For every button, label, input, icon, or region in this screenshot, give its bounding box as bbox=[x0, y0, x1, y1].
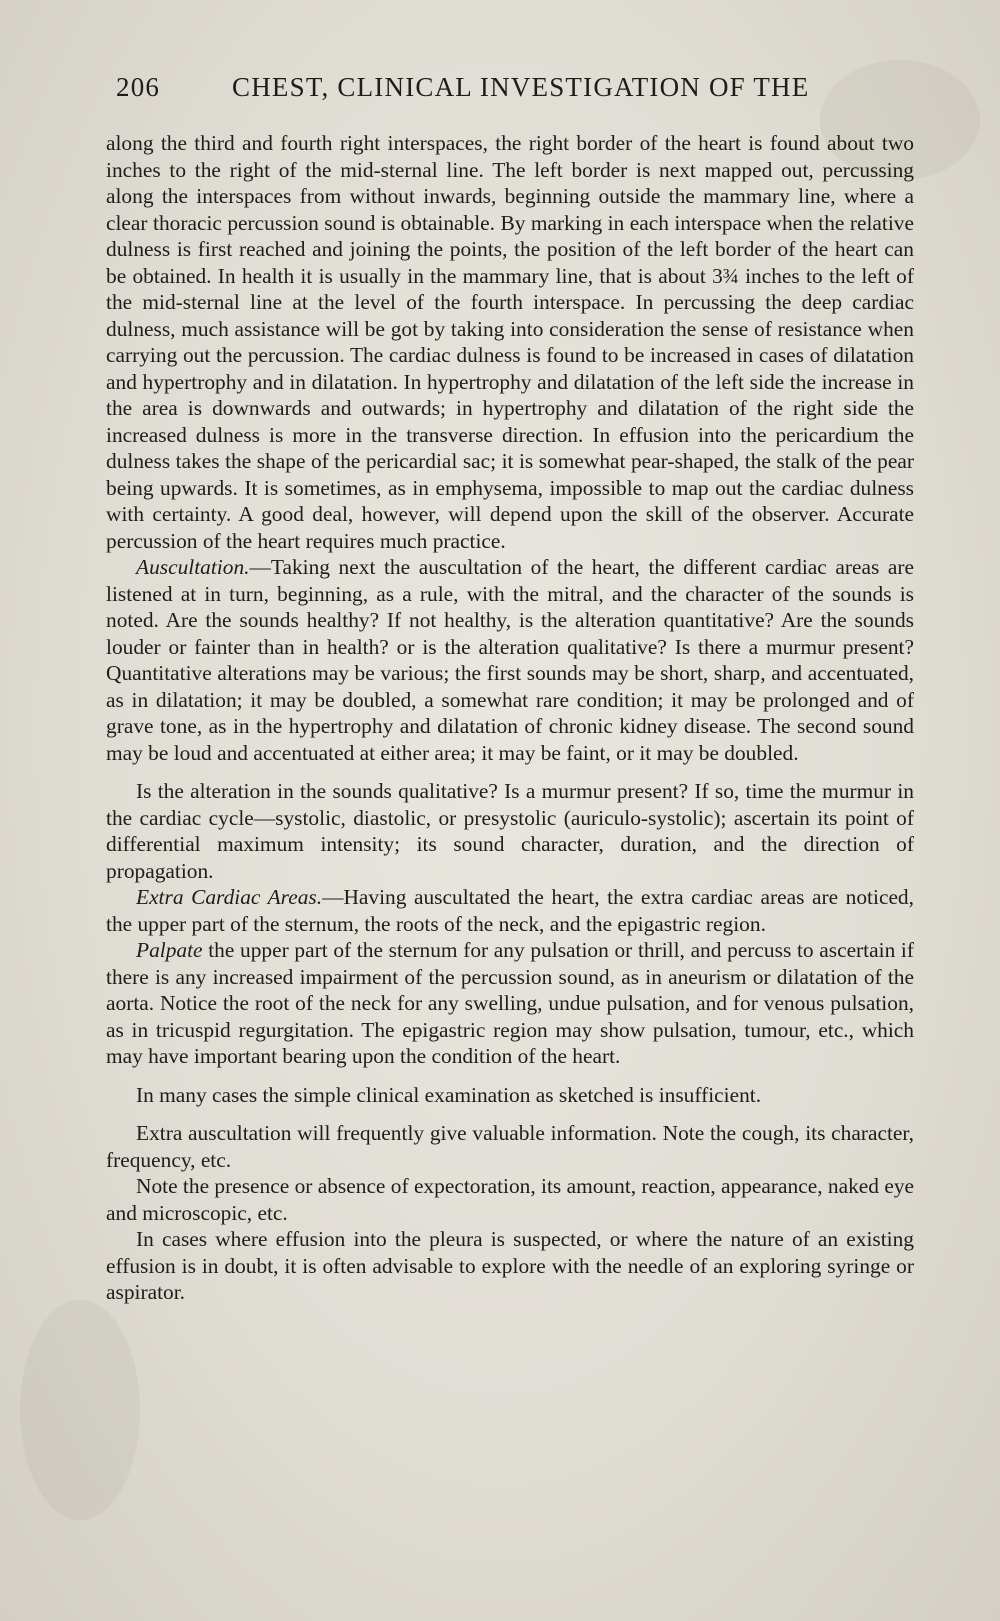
paragraph-auscultation bbox=[106, 554, 914, 766]
section-lead-palpate: Palpate bbox=[136, 938, 203, 962]
paragraph-text: Is the alteration in the sounds qualitative? Is a murmur present? If so, time the murmur in the cardiac cycle—systolic, diastolic, or presystolic (auriculo-systolic); ascertain its point of differential maximum intensity; its sound character, duration, and the direction of propagation. bbox=[106, 779, 914, 883]
section-lead-auscultation: Auscultation. bbox=[136, 555, 250, 579]
paragraph-pleura bbox=[106, 1226, 914, 1306]
paragraph-text: In many cases the simple clinical examination as sketched is insufficient. bbox=[136, 1082, 762, 1107]
paragraph-text: Note the presence or absence of expectoration, its amount, reaction, appearance, naked eye and microscopic, etc. bbox=[106, 1174, 915, 1225]
paragraph-text: —Having auscultated the heart, the extra cardiac areas are noticed, the upper part of the sternum, the roots of the neck, and the epigastric region. bbox=[106, 885, 914, 936]
body-text bbox=[106, 130, 914, 1306]
paragraph-palpate bbox=[106, 937, 914, 1070]
page-header bbox=[116, 72, 828, 112]
paragraph-text: In cases where effusion into the pleura is suspected, or where the nature of an existing effusion is in doubt, it is often advisable to explore with the needle of an exploring syringe or aspirator. bbox=[106, 1227, 914, 1304]
running-title: CHEST, CLINICAL INVESTIGATION OF THE bbox=[232, 72, 810, 102]
paragraph-text: along the third and fourth right interspaces, the right border of the heart is found about two inches to the right of the mid-sternal line. The left border is next mapped out, percussing along the interspaces from without inwards, beginning outside the mammary line, where a clear thoracic percussion sound is obtainable. By marking in each interspace when the relative dulness is first reached and joining the points, the position of the left border of the heart can be obtained. In health it is usually in the mammary line, that is about 3¾ inches to the left of the mid-sternal line at the level of the fourth interspace. In percussing the deep cardiac dulness, much assistance will be got by taking into consideration the sense of resistance when carrying out the percussion. The cardiac dulness is found to be increased in cases of dilatation and hypertrophy and in dilatation. In hypertrophy and dilatation of the left side the increase in the area is downwards and outwards; in hypertrophy and dilatation of the right side the increased dulness is more in the transverse direction. In effusion into the pericardium the dulness takes the shape of the pericardial sac; it is somewhat pear-shaped, the stalk of the pear being upwards. It is sometimes, as in emphysema, impossible to map out the cardiac dulness with certainty. A good deal, however, will depend upon the skill of the observer. Accurate percussion of the heart requires much practice. bbox=[106, 131, 914, 553]
paragraph-expectoration bbox=[106, 1173, 914, 1226]
paragraph-insufficient bbox=[106, 1082, 914, 1109]
paper-stain bbox=[20, 1300, 140, 1520]
paragraph-text: —Taking next the auscultation of the heart, the different cardiac areas are listened at in turn, beginning, as a rule, with the mitral, and the character of the sounds is noted. Are the sounds healthy? If not healthy, is the alteration quantitative? Are the sounds louder or fainter than in health? or is the alteration qualitative? Is there a murmur present? Quantitative alterations may be various; the first sounds may be short, sharp, and accentuated, as in dilatation; it may be doubled, a somewhat rare condition; it may be prolonged and of grave tone, as in the hypertrophy and dilatation of chronic kidney disease. The second sound may be loud and accentuated at either area; it may be faint, or it may be doubled. bbox=[106, 555, 914, 765]
paragraph-extra-cardiac-areas bbox=[106, 884, 914, 937]
paragraph-qualitative bbox=[106, 778, 914, 884]
paragraph-extra-auscultation bbox=[106, 1120, 914, 1173]
section-lead-extra-cardiac-areas: Extra Cardiac Areas. bbox=[136, 885, 323, 909]
paragraph-text: Extra auscultation will frequently give valuable information. Note the cough, its character, frequency, etc. bbox=[106, 1121, 914, 1172]
page-number: 206 bbox=[116, 72, 161, 102]
paragraph-text: the upper part of the sternum for any pulsation or thrill, and percuss to ascertain if there is any increased impairment of the percussion sound, as in aneurism or dilatation of the aorta. Notice the root of the neck for any swelling, undue pulsation, and for venous pulsation, as in tricuspid regurgitation. The epigastric region may show pulsation, tumour, etc., which may have important bearing upon the condition of the heart. bbox=[106, 938, 914, 1068]
paragraph-percussion bbox=[106, 130, 914, 554]
